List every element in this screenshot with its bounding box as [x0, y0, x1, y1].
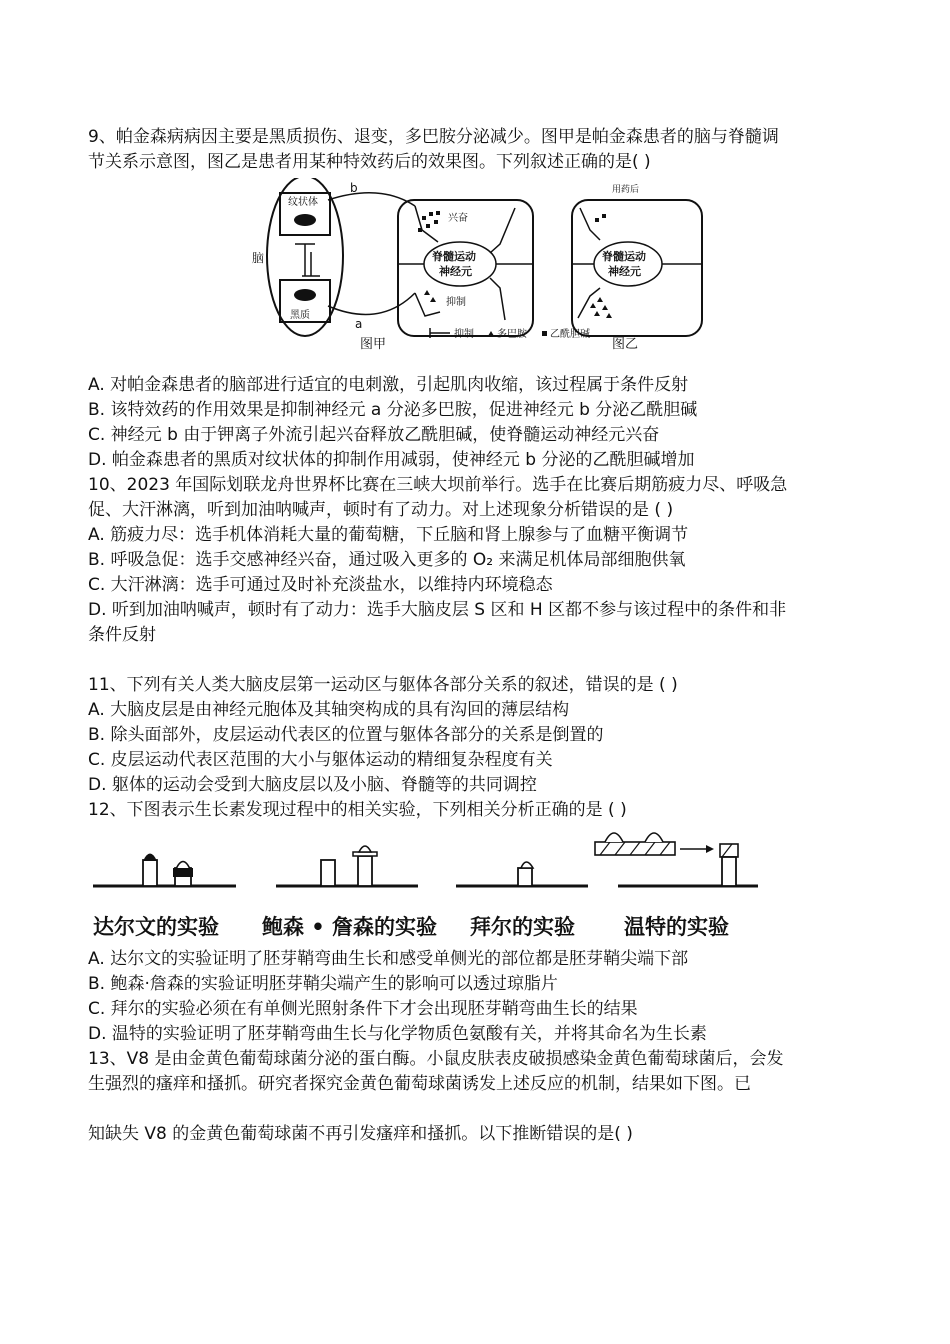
ach-cluster-b	[595, 214, 606, 222]
excite-label: 兴奋	[448, 213, 468, 224]
q9-option-a: A. 对帕金森患者的脑部进行适宜的电刺激，引起肌肉收缩，该过程属于条件反射	[88, 375, 689, 395]
after-drug-label: 用药后	[612, 185, 640, 195]
label-went: 温特的实验	[624, 915, 729, 939]
q9-stem-line1: 9、帕金森病病因主要是黑质损伤、退变，多巴胺分泌减少。图甲是帕金森患者的脑与脊髓调	[88, 127, 779, 147]
q9-option-b: B. 该特效药的作用效果是抑制神经元 a 分泌多巴胺，促进神经元 b 分泌乙酰胆碱	[88, 400, 698, 420]
legend-ach-label: 乙酰胆碱	[550, 329, 590, 340]
motor-neuron-a-label2: 神经元	[439, 265, 472, 278]
nigra-nucleus	[294, 289, 316, 301]
boysen-tip	[359, 846, 371, 852]
motor-neuron-b-label1: 脊髓运动	[602, 250, 646, 263]
motor-neuron-b	[594, 242, 662, 286]
went-coleoptile	[722, 857, 736, 886]
q12-option-a: A. 达尔文的实验证明了胚芽鞘弯曲生长和感受单侧光的部位都是胚芽鞘尖端下部	[88, 949, 689, 969]
q10-option-d: D. 听到加油呐喊声，顿时有了动力：选手大脑皮层 S 区和 H 区都不参与该过程中的条件和非	[88, 600, 787, 620]
q9-option-d: D. 帕金森患者的黑质对纹状体的抑制作用减弱，使神经元 b 分泌的乙酰胆碱增加	[88, 450, 695, 470]
motor-neuron-a	[424, 242, 496, 286]
legend-dopamine-symbol	[488, 331, 494, 336]
boysen-coleoptile-1	[321, 860, 335, 886]
q12-figure	[88, 826, 768, 948]
q13-stem-line1: 13、V8 是由金黄色葡萄球菌分泌的蛋白酶。小鼠皮肤表皮破损感染金黄色葡萄球菌后，会发	[88, 1049, 784, 1069]
q10-option-a: A. 筋疲力尽：选手机体消耗大量的葡萄糖，下丘脑和肾上腺参与了血糖平衡调节	[88, 525, 689, 545]
q9-stem-line2: 节关系示意图，图乙是患者用某种特效药后的效果图。下列叙述正确的是( )	[88, 152, 651, 172]
brain-label: 脑	[252, 251, 265, 265]
neuron-a-label: a	[355, 317, 363, 331]
striatum-nucleus	[294, 214, 316, 226]
motor-neuron-a-label1: 脊髓运动	[432, 250, 476, 263]
motor-neuron-b-label2: 神经元	[608, 265, 641, 278]
caption-a: 图甲	[360, 337, 387, 352]
ach-cluster-a	[418, 211, 440, 232]
darwin-sleeve	[173, 868, 193, 877]
went-tip-1	[605, 833, 623, 842]
caption-b: 图乙	[612, 337, 639, 352]
q10-stem-line2: 促、大汗淋漓，听到加油呐喊声，顿时有了动力。对上述现象分析错误的是 ( )	[88, 500, 674, 520]
dopamine-cluster-b	[590, 297, 612, 318]
q11-option-a: A. 大脑皮层是由神经元胞体及其轴突构成的具有沟回的薄层结构	[88, 700, 570, 720]
q11-option-c: C. 皮层运动代表区范围的大小与躯体运动的精细复杂程度有关	[88, 750, 553, 770]
went-tip-2	[645, 833, 663, 842]
paal-offset-tip	[521, 862, 533, 868]
q13-stem-line2: 生强烈的瘙痒和搔抓。研究者探究金黄色葡萄球菌诱发上述反应的机制，结果如下图。已	[88, 1074, 751, 1094]
dopamine-cluster-a	[424, 290, 436, 302]
q12-option-d: D. 温特的实验证明了胚芽鞘弯曲生长与化学物质色氨酸有关，并将其命名为生长素	[88, 1024, 707, 1044]
label-darwin: 达尔文的实验	[93, 915, 219, 939]
q11-option-d: D. 躯体的运动会受到大脑皮层以及小脑、脊髓等的共同调控	[88, 775, 537, 795]
nigra-label: 黑质	[290, 310, 310, 321]
boysen-coleoptile-2	[358, 856, 372, 886]
q10-option-b: B. 呼吸急促：选手交感神经兴奋，通过吸入更多的 O₂ 来满足机体局部细胞供氧	[88, 550, 686, 570]
paal-coleoptile	[518, 868, 532, 886]
q11-stem: 11、下列有关人类大脑皮层第一运动区与躯体各部分关系的叙述，错误的是 ( )	[88, 675, 678, 695]
q13-stem-line3: 知缺失 V8 的金黄色葡萄球菌不再引发瘙痒和搔抓。以下推断错误的是( )	[88, 1124, 633, 1144]
label-boysen-jensen: 鲍森 • 詹森的实验	[262, 915, 438, 939]
q10-option-d-cont: 条件反射	[88, 625, 156, 645]
darwin-coleoptile-1	[143, 860, 157, 886]
legend-ach-symbol	[542, 331, 547, 336]
legend-dopamine-label: 多巴胺	[497, 329, 527, 340]
darwin-opaque-cap	[143, 854, 157, 862]
q10-stem-line1: 10、2023 年国际划联龙舟世界杯比赛在三峡大坝前举行。选手在比赛后期筋疲力尽、呼吸急	[88, 475, 788, 495]
neuron-a-path	[328, 293, 415, 314]
q10-option-c: C. 大汗淋漓：选手可通过及时补充淡盐水，以维持内环境稳态	[88, 575, 553, 595]
q11-option-b: B. 除头面部外，皮层运动代表区的位置与躯体各部分的关系是倒置的	[88, 725, 604, 745]
q12-option-c: C. 拜尔的实验必须在有单侧光照射条件下才会出现胚芽鞘弯曲生长的结果	[88, 999, 638, 1019]
inhibit-word-label: 抑制	[446, 297, 466, 308]
label-paal: 拜尔的实验	[470, 915, 575, 939]
q9-option-c: C. 神经元 b 由于钾离子外流引起兴奋释放乙酰胆碱，使脊髓运动神经元兴奋	[88, 425, 660, 445]
went-small-block	[720, 844, 738, 857]
q12-stem: 12、下图表示生长素发现过程中的相关实验，下列相关分析正确的是 ( )	[88, 800, 627, 820]
q9-figure	[250, 178, 710, 358]
legend-inhibit-label: 抑制	[454, 329, 474, 340]
q12-option-b: B. 鲍森·詹森的实验证明胚芽鞘尖端产生的影响可以透过琼脂片	[88, 974, 558, 994]
neuron-b-label: b	[350, 181, 358, 195]
striatum-label: 纹状体	[288, 197, 318, 208]
